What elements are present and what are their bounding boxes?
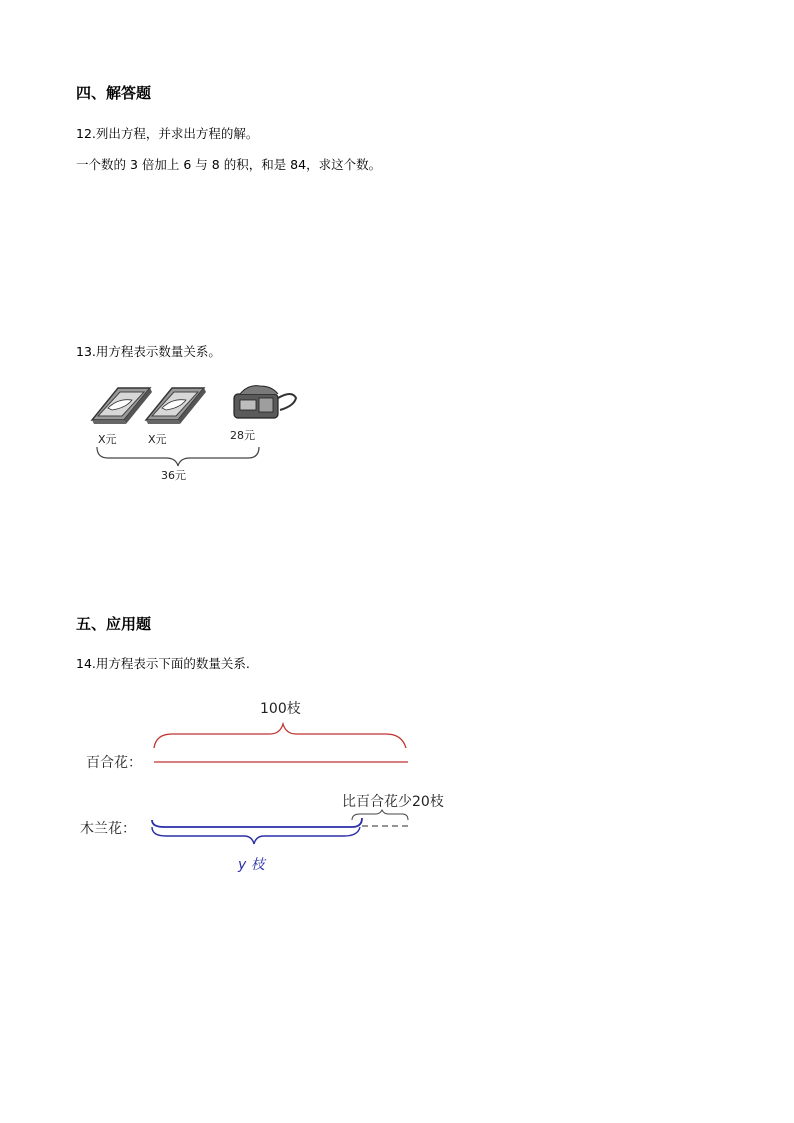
section-heading-five: 五、应用题: [76, 615, 152, 633]
difference-label: 比百合花少20枝: [342, 794, 444, 810]
question-14-figure: [80, 690, 480, 880]
magnolia-row-label: 木兰花：: [80, 821, 136, 837]
lily-row-label: 百合花：: [86, 755, 142, 771]
question-13-figure: [88, 380, 308, 485]
section-heading-four: 四、解答题: [76, 84, 152, 102]
magnolia-total-label: y 枝: [238, 857, 265, 873]
lily-brace: [154, 724, 406, 748]
pencil-case-icon: [146, 388, 206, 424]
question-13-diagram: [88, 380, 308, 485]
segment-diagram: [80, 690, 480, 880]
pencil-case-2-price: X元: [148, 433, 167, 446]
magnolia-segment: [152, 818, 362, 827]
school-bag-icon: [234, 386, 296, 418]
question-12-body: 一个数的 3 倍加上 6 与 8 的积，和是 84，求这个数。: [76, 157, 382, 172]
question-14-prompt: 14.用方程表示下面的数量关系.: [76, 656, 250, 671]
lily-total-label: 100枝: [260, 701, 301, 717]
question-12-prompt: 12.列出方程，并求出方程的解。: [76, 126, 259, 141]
pencil-case-1-price: X元: [98, 433, 117, 446]
school-bag-price: 28元: [230, 429, 255, 442]
total-brace: [97, 447, 259, 466]
difference-brace: [352, 810, 408, 820]
question-13-prompt: 13.用方程表示数量关系。: [76, 344, 221, 359]
magnolia-brace: [152, 827, 360, 844]
total-price: 36元: [161, 469, 186, 482]
pencil-case-icon: [92, 388, 152, 424]
